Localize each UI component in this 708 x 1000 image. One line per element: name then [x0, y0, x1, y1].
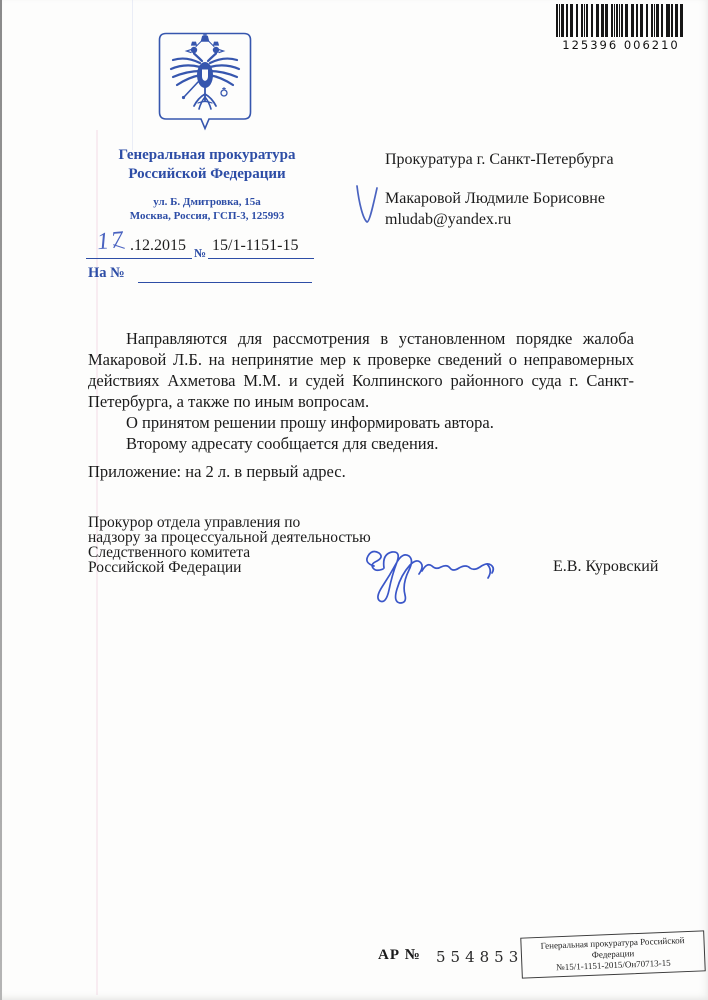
scan-artifact-line-2: [132, 0, 133, 150]
barcode-digits: 125396 006210: [562, 38, 680, 52]
barcode-bars-icon: [556, 4, 686, 37]
reply-to-label: На №: [88, 265, 125, 281]
registration-stamp: [520, 930, 705, 978]
signer-position-line: Прокурор отдела управления по: [88, 514, 301, 531]
body-line: Петербурга, а также по иным вопросам.: [88, 392, 370, 411]
signer-position-line: надзору за процессуальной деятельностью: [88, 529, 371, 546]
org-name-line1: Генеральная прокуратура: [118, 147, 296, 163]
body-line: действиях Ахметова М.М. и судей Колпинского районного суда г. Санкт-: [88, 371, 634, 390]
signer-position-line: Следственного комитета: [88, 544, 251, 561]
body-line: О принятом решении прошу информировать автора.: [126, 413, 494, 432]
handwritten-signature-icon: [360, 536, 505, 608]
org-address-line2: Москва, Россия, ГСП-3, 125993: [129, 210, 285, 222]
typed-date: .12.2015: [130, 237, 186, 254]
handwritten-check-icon: [354, 184, 380, 229]
recipient-org: Прокуратура г. Санкт-Петербурга: [385, 151, 614, 168]
letterhead: [92, 146, 322, 223]
stamp-line3: №15/1-1151-2015/Он70713-15: [555, 957, 671, 973]
scan-edge-left: [0, 0, 2, 1000]
attachment-note: Приложение: на 2 л. в первый адрес.: [88, 462, 346, 481]
reply-to-underline: [138, 282, 312, 283]
ar-number-value: 554853: [436, 948, 524, 966]
recipient-email: mludab@yandex.ru: [385, 211, 512, 228]
org-name-line2: Российской Федерации: [128, 166, 286, 182]
recipient-person: Макаровой Людмиле Борисовне: [385, 190, 605, 207]
ar-number-label: АР №: [378, 947, 421, 963]
body-line: Макаровой Л.Б. на непринятие мер к проверке сведений о неправомерных: [88, 350, 634, 369]
registration-barcode: [556, 4, 688, 52]
date-underline: [86, 258, 192, 259]
body-line: Направляются для рассмотрения в установленном порядке жалоба: [126, 329, 634, 348]
outgoing-number: 15/1-1151-15: [212, 237, 299, 254]
signer-position-line: Российской Федерации: [88, 559, 242, 576]
body-line: Второму адресату сообщается для сведения.: [126, 434, 439, 453]
handwritten-day: 17: [95, 226, 127, 256]
number-underline: [208, 258, 314, 259]
coat-of-arms-icon: [158, 32, 252, 135]
signer-name: Е.В. Куровский: [553, 558, 659, 575]
org-address-line1: ул. Б. Дмитровка, 15а: [153, 196, 261, 208]
stamp-line2: Федерации: [591, 948, 635, 960]
number-sign: №: [194, 246, 207, 260]
stamp-line1: Генеральная прокуратура Российской: [540, 935, 685, 951]
letter-body: [88, 329, 634, 455]
